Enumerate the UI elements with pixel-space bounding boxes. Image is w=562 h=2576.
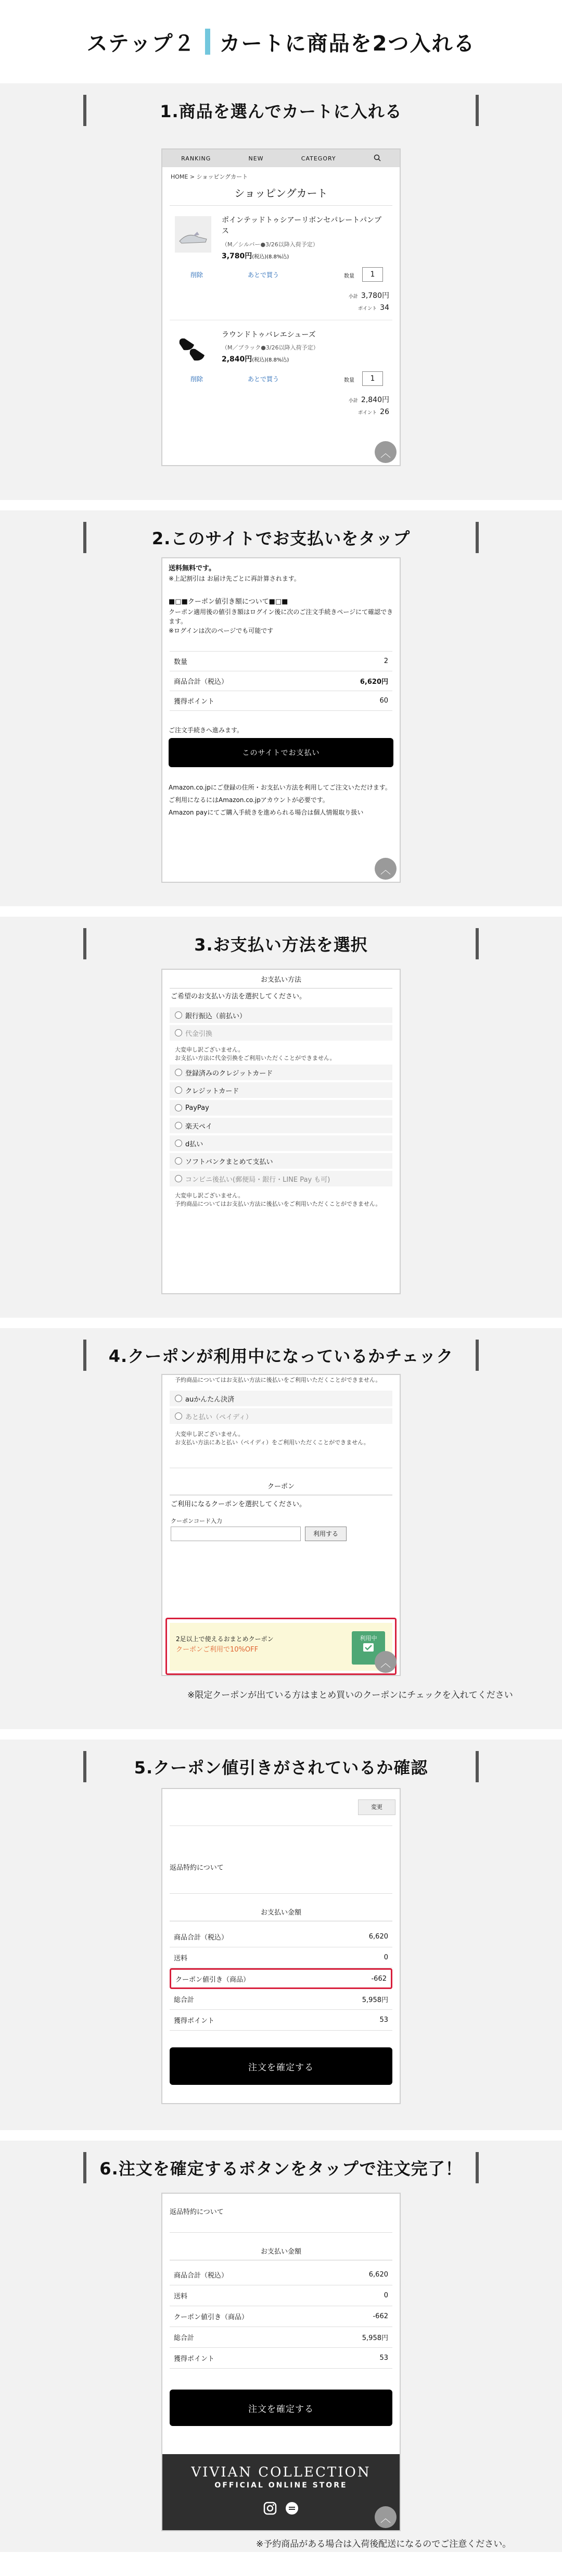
- instagram-icon[interactable]: [263, 2501, 277, 2518]
- amount-table: [170, 2265, 392, 2369]
- confirm-order-button[interactable]: 注文を確定する: [170, 2390, 392, 2426]
- payment-option[interactable]: 登録済みのクレジットカード: [170, 1065, 392, 1080]
- amount-row: 送料 0: [170, 2285, 392, 2306]
- payment-option: あと払い（ペイディ）: [170, 1408, 392, 1424]
- step-label: ステップ２: [86, 31, 196, 56]
- amazon-note: Amazon.co.jpにご登録の住所・お支払い方法を利用してご注文いただけます。: [169, 784, 391, 791]
- apply-coupon-button[interactable]: 利用する: [305, 1527, 347, 1541]
- qty-input[interactable]: 1: [362, 267, 383, 282]
- qty-label: 数量: [344, 273, 354, 279]
- coupon-desc: クーポンご利用で10%OFF: [176, 1646, 259, 1654]
- amount-table: [170, 1927, 392, 2031]
- amount-row: 獲得ポイント 53: [170, 2010, 392, 2031]
- product-image[interactable]: [175, 331, 211, 367]
- radio-icon[interactable]: [175, 1395, 182, 1402]
- divider: [170, 2232, 392, 2233]
- radio-icon[interactable]: [175, 1140, 182, 1147]
- product-name[interactable]: ポインテッドトゥシアーリボンセパレートパンプス: [222, 216, 381, 235]
- coupon-status-badge[interactable]: 利用中: [352, 1631, 385, 1665]
- amount-row: 総合計 5,958円: [170, 2327, 392, 2348]
- breadcrumb: HOME > ショッピングカート: [171, 173, 248, 180]
- coupon-title: 2足以上で使えるおまとめクーポン: [176, 1635, 274, 1643]
- proceed-note: ご注文手続きへ進みます。: [169, 727, 244, 734]
- payment-option[interactable]: auかんたん決済: [170, 1391, 392, 1406]
- qty-label: 数量: [344, 378, 354, 383]
- radio-icon[interactable]: [175, 1157, 182, 1165]
- coupon-intro: ご利用になるクーポンを選択してください。: [171, 1500, 306, 1508]
- summary-row: 数量 2: [170, 652, 392, 671]
- nav-new[interactable]: NEW: [248, 155, 264, 162]
- coupon-footnote: ※限定クーポンが出ている方はまとめ買いのクーポンにチェックを入れてください: [187, 1690, 513, 1700]
- product-price: 2,840円(税込)(8.8%込): [222, 355, 289, 364]
- subtotal: 小計 3,780円: [348, 292, 389, 300]
- amount-row: クーポン値引き（商品） -662: [170, 2306, 392, 2327]
- page-title: カートに商品を2つ入れる: [219, 31, 476, 56]
- section-heading: 4.クーポンが利用中になっているかチェック: [83, 1340, 479, 1371]
- brand-logo: VIVIAN COLLECTION: [191, 2465, 371, 2480]
- cart-screenshot: [161, 148, 401, 466]
- payment-option: コンビニ後払い(郵便局・銀行・LINE Pay も可): [170, 1171, 392, 1186]
- postpay-msg: 予約商品についてはお支払い方法に後払いをご利用いただくことができません。: [175, 1377, 381, 1383]
- free-shipping-text: 送料無料です。: [169, 565, 215, 572]
- coupon-discount-row: クーポン値引き（商品） -662: [170, 1968, 392, 1989]
- section-1: [0, 83, 562, 500]
- search-icon[interactable]: [374, 154, 381, 163]
- payment-option[interactable]: d払い: [170, 1135, 392, 1151]
- summary-row: 商品合計（税込） 6,620円: [170, 671, 392, 691]
- coupon-code-input[interactable]: [171, 1527, 301, 1541]
- amazon-note: Amazon payにてご購入手続きを進められる場合は個人情報取り扱い: [169, 809, 364, 816]
- amazon-note: ご利用になるにはAmazon.co.jpアカウントが必要です。: [169, 796, 329, 804]
- top-nav: [162, 149, 400, 167]
- postpay-unavailable-msg: 大変申し訳ございません。 予約商品についてはお支払い方法に後払いをご利用いただくことができません。: [175, 1192, 381, 1207]
- qty-input[interactable]: 1: [362, 371, 383, 386]
- radio-icon: [175, 1412, 182, 1420]
- radio-icon[interactable]: [175, 1122, 182, 1129]
- change-button[interactable]: 変更: [358, 1799, 395, 1815]
- section-heading: 3.お支払い方法を選択: [83, 928, 479, 959]
- section-6: [0, 2141, 562, 2552]
- product-variant: （M／シルバー●3/26以降入荷予定）: [222, 241, 318, 248]
- return-policy-link[interactable]: 返品特約について: [170, 1864, 224, 1872]
- amount-row: 商品合計（税込） 6,620: [170, 2265, 392, 2285]
- return-policy-link[interactable]: 返品特約について: [170, 2208, 224, 2216]
- radio-icon[interactable]: [175, 1086, 182, 1094]
- coupon-screenshot: [161, 1374, 401, 1676]
- amount-row: 商品合計（税込） 6,620: [170, 1927, 392, 1947]
- section-2: [0, 510, 562, 906]
- pay-on-site-button[interactable]: このサイトでお支払い: [169, 738, 393, 767]
- save-later-link[interactable]: あとで買う: [248, 376, 279, 383]
- confirm-screenshot: [161, 1788, 401, 2104]
- divider: [170, 1825, 392, 1826]
- payment-option[interactable]: PayPay: [170, 1100, 392, 1116]
- store-footer: [162, 2454, 400, 2531]
- radio-icon[interactable]: [175, 1011, 182, 1019]
- summary-table: [170, 651, 392, 711]
- scroll-top-icon[interactable]: ︿: [375, 1651, 397, 1673]
- points: ポイント 34: [358, 304, 389, 312]
- section-4: [0, 1328, 562, 1729]
- page-header: [0, 0, 562, 83]
- cart-title: ショッピングカート: [170, 181, 392, 206]
- reservation-footnote: ※予約商品がある場合は入荷後配送になるのでご注意ください。: [256, 2539, 512, 2549]
- login-note: ※ログインは次のページでも可能です: [169, 627, 274, 634]
- radio-icon: [175, 1175, 182, 1182]
- section-heading: 2.このサイトでお支払いをタップ: [83, 522, 479, 553]
- payment-method-header: お支払い方法: [170, 970, 392, 989]
- scroll-top-icon[interactable]: ︿: [375, 858, 397, 880]
- section-5: [0, 1740, 562, 2130]
- cart-item: [170, 320, 392, 435]
- recalc-note: ※上記割引は お届け先ごとに再計算されます。: [169, 575, 300, 582]
- coupon-notice-body: クーポン適用後の値引き額はログイン後に次のご注文手続きページにて確認できます。: [169, 608, 393, 625]
- amount-header: お支払い金額: [170, 1903, 392, 1921]
- coupon-notice-title: ■□■クーポン値引き額について■□■: [169, 598, 288, 606]
- payment-option: 代金引換: [170, 1025, 392, 1041]
- scroll-top-icon[interactable]: ︿: [375, 441, 397, 463]
- section-heading: 1.商品を選んでカートに入れる: [83, 95, 479, 126]
- paidy-unavailable-msg: 大変申し訳ございません。 お支払い方法にあと払い（ペイディ）をご利用いただくことができません。: [175, 1431, 369, 1446]
- confirm-order-button[interactable]: 注文を確定する: [170, 2047, 392, 2085]
- nav-ranking[interactable]: RANKING: [181, 155, 211, 162]
- amount-row: 総合計 5,958円: [170, 1989, 392, 2010]
- save-later-link[interactable]: あとで買う: [248, 271, 279, 279]
- nav-category[interactable]: CATEGORY: [301, 155, 336, 162]
- payment-option[interactable]: クレジットカード: [170, 1082, 392, 1098]
- section-heading: 6.注文を確定するボタンをタップで注文完了！: [83, 2152, 479, 2183]
- section-heading: 5.クーポン値引きがされているか確認: [83, 1751, 479, 1782]
- brand-subtitle: OFFICIAL ONLINE STORE: [214, 2481, 348, 2490]
- final-screenshot: [161, 2193, 401, 2531]
- scroll-top-icon[interactable]: ︿: [375, 2506, 397, 2528]
- coupon-code-label: クーポンコード入力: [171, 1518, 222, 1524]
- points: ポイント 26: [358, 408, 389, 416]
- delete-link[interactable]: 削除: [190, 376, 203, 383]
- radio-icon[interactable]: [175, 1104, 182, 1111]
- check-icon: [363, 1643, 374, 1652]
- cod-unavailable-msg: 大変申し訳ございません。 お支払い方法に代金引換をご利用いただくことができません。: [175, 1046, 336, 1061]
- payment-method-screenshot: [161, 969, 401, 1294]
- radio-icon[interactable]: [175, 1069, 182, 1076]
- accent-bar: [205, 29, 210, 55]
- payment-option[interactable]: 銀行振込（前払い）: [170, 1007, 392, 1023]
- cart-item: [170, 206, 392, 320]
- product-name[interactable]: ラウンドトゥバレエシューズ: [222, 331, 316, 339]
- payment-option[interactable]: 楽天ペイ: [170, 1118, 392, 1133]
- amount-row: 獲得ポイント 53: [170, 2348, 392, 2369]
- product-price: 3,780円(税込)(8.8%込): [222, 252, 289, 260]
- radio-icon: [175, 1029, 182, 1036]
- section-3: [0, 917, 562, 1318]
- amount-header: お支払い金額: [170, 2242, 392, 2260]
- line-icon[interactable]: [285, 2501, 299, 2518]
- payment-intro: ご希望のお支払い方法を選択してください。: [171, 993, 306, 1001]
- delete-link[interactable]: 削除: [190, 271, 203, 279]
- divider: [170, 1893, 392, 1894]
- amount-row: 送料 0: [170, 1947, 392, 1968]
- payment-screenshot: [161, 557, 401, 883]
- summary-row: 獲得ポイント 60: [170, 691, 392, 711]
- coupon-header: クーポン: [170, 1477, 392, 1495]
- product-variant: （M／ブラック●3/26以降入荷予定）: [222, 344, 319, 351]
- coupon-card[interactable]: [170, 1623, 392, 1671]
- subtotal: 小計 2,840円: [348, 396, 389, 404]
- payment-option[interactable]: ソフトバンクまとめて支払い: [170, 1153, 392, 1169]
- product-image[interactable]: [175, 216, 211, 253]
